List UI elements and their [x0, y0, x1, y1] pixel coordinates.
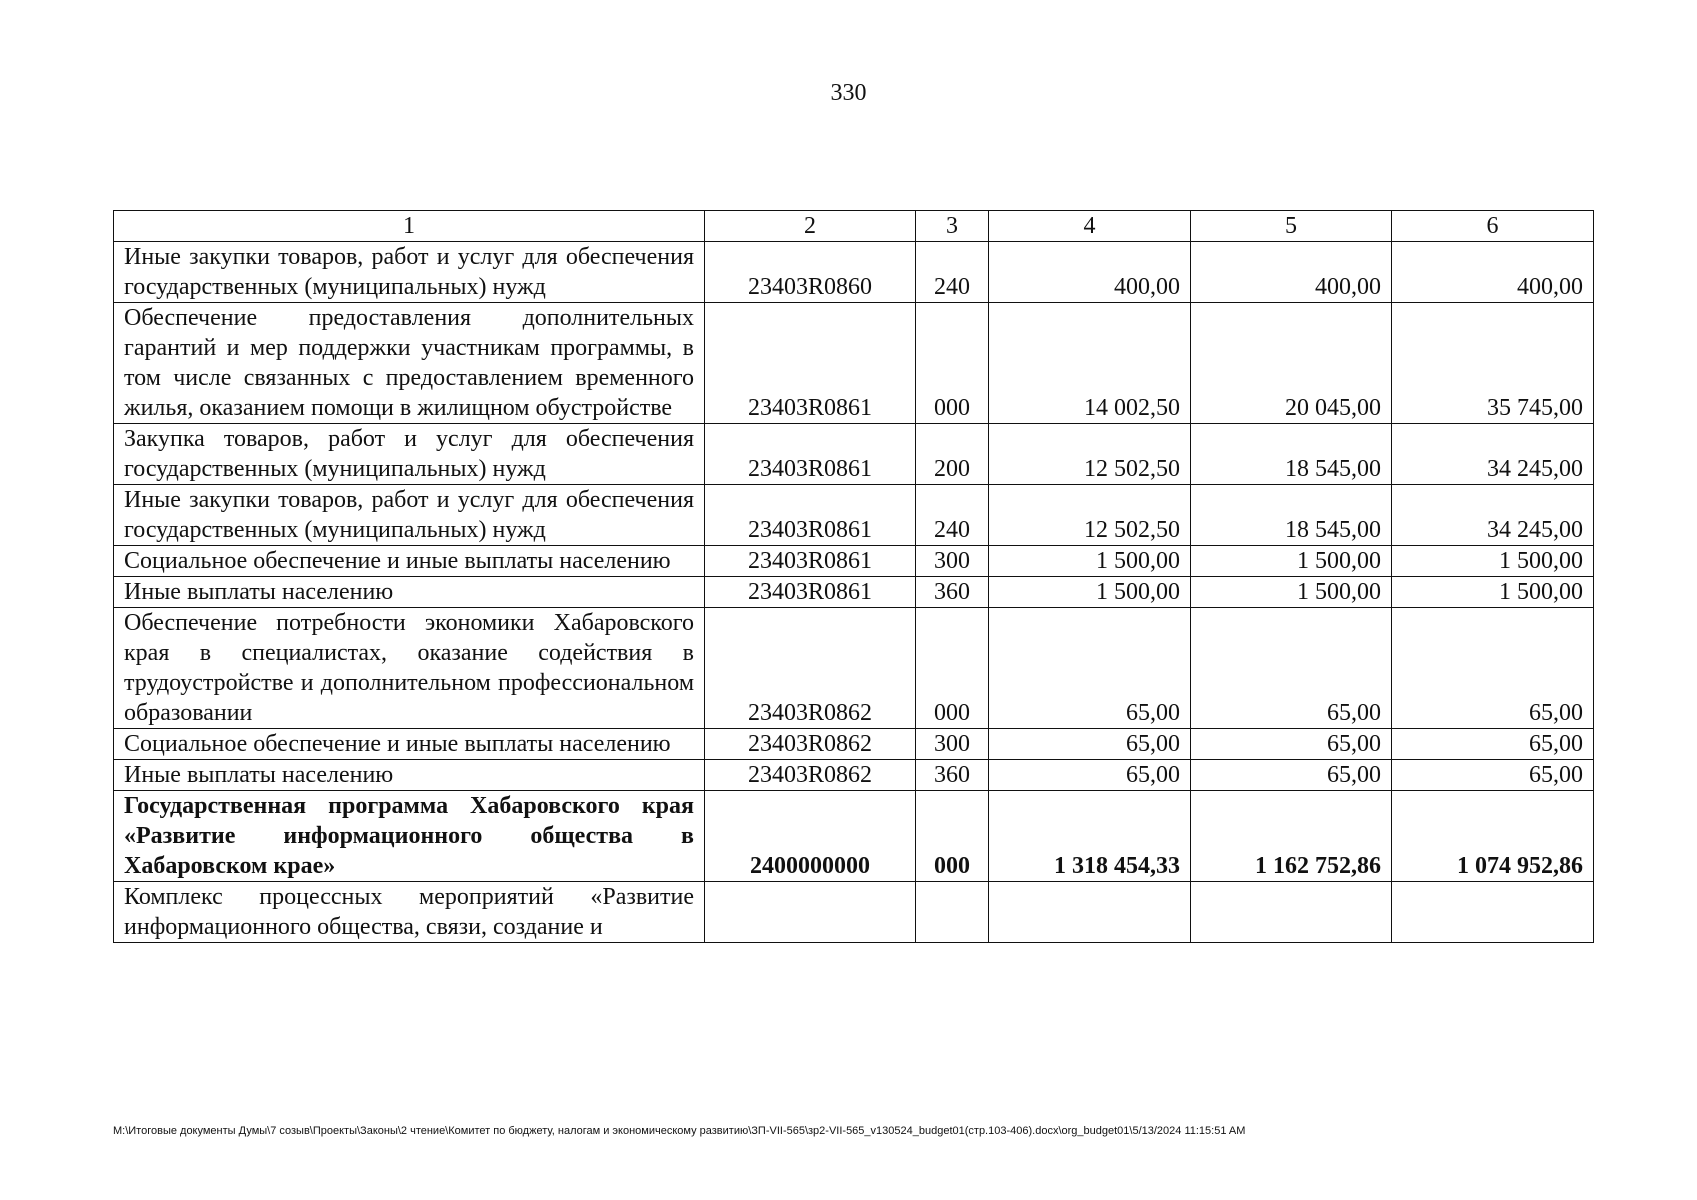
target-code-cell: [705, 882, 916, 943]
row-name-cell: Обеспечение предоставления дополнительных гарантий и мер поддержки участникам программы, в том числе связанных с предоставлением временного жилья, оказанием помощи в жилищном обустройстве: [114, 303, 705, 424]
target-code-cell: 23403R0861: [705, 485, 916, 546]
amount-col4-cell: 1 500,00: [989, 577, 1191, 608]
target-code-cell: 2400000000: [705, 791, 916, 882]
amount-col4-cell: 400,00: [989, 242, 1191, 303]
expense-type-cell: 000: [916, 791, 989, 882]
amount-col4-cell: 14 002,50: [989, 303, 1191, 424]
amount-col6-cell: 1 074 952,86: [1392, 791, 1594, 882]
amount-col6-cell: 1 500,00: [1392, 546, 1594, 577]
amount-col4-cell: 1 500,00: [989, 546, 1191, 577]
table-row: [114, 608, 1594, 729]
table-row: [114, 424, 1594, 485]
row-name-cell: Закупка товаров, работ и услуг для обеспечения государственных (муниципальных) нужд: [114, 424, 705, 485]
budget-table: [113, 210, 1594, 943]
column-header-2: 2: [705, 211, 916, 242]
amount-col4-cell: 65,00: [989, 729, 1191, 760]
table-row: [114, 485, 1594, 546]
expense-type-cell: 240: [916, 242, 989, 303]
row-name-cell: Иные выплаты населению: [114, 577, 705, 608]
amount-col6-cell: [1392, 882, 1594, 943]
amount-col6-cell: 34 245,00: [1392, 424, 1594, 485]
column-header-1: 1: [114, 211, 705, 242]
amount-col5-cell: 65,00: [1191, 608, 1392, 729]
table-body: [114, 242, 1594, 943]
table-row: [114, 760, 1594, 791]
row-name-cell: Государственная программа Хабаровского края «Развитие информационного общества в Хабаровском крае»: [114, 791, 705, 882]
expense-type-cell: [916, 882, 989, 943]
page-number: 330: [830, 80, 867, 106]
row-name-cell: Иные закупки товаров, работ и услуг для обеспечения государственных (муниципальных) нужд: [114, 485, 705, 546]
amount-col5-cell: [1191, 882, 1392, 943]
column-header-6: 6: [1392, 211, 1594, 242]
amount-col5-cell: 400,00: [1191, 242, 1392, 303]
table-row: [114, 546, 1594, 577]
target-code-cell: 23403R0861: [705, 546, 916, 577]
amount-col5-cell: 20 045,00: [1191, 303, 1392, 424]
target-code-cell: 23403R0861: [705, 303, 916, 424]
expense-type-cell: 300: [916, 546, 989, 577]
footer-file-path: M:\Итоговые документы Думы\7 созыв\Проекты\Законы\2 чтение\Комитет по бюджету, налогам и экономическому развитию\ЗП-VII-565\зр2-VII-565_v130524_budget01(стр.103-406).docx\org_budget01\5/13/2024 11:15:51 AM: [113, 1125, 1246, 1137]
table-row: [114, 882, 1594, 943]
column-header-3: 3: [916, 211, 989, 242]
table-row: [114, 577, 1594, 608]
expense-type-cell: 200: [916, 424, 989, 485]
amount-col6-cell: 65,00: [1392, 760, 1594, 791]
header-row: [114, 211, 1594, 242]
amount-col6-cell: 65,00: [1392, 729, 1594, 760]
row-name-cell: Комплекс процессных мероприятий «Развитие информационного общества, связи, создание и: [114, 882, 705, 943]
amount-col5-cell: 65,00: [1191, 760, 1392, 791]
target-code-cell: 23403R0860: [705, 242, 916, 303]
amount-col4-cell: 12 502,50: [989, 485, 1191, 546]
target-code-cell: 23403R0862: [705, 608, 916, 729]
row-name-cell: Обеспечение потребности экономики Хабаровского края в специалистах, оказание содействия в трудоустройстве и дополнительном профессиональном образовании: [114, 608, 705, 729]
table-row: [114, 303, 1594, 424]
amount-col5-cell: 1 500,00: [1191, 546, 1392, 577]
amount-col4-cell: 12 502,50: [989, 424, 1191, 485]
table-row: [114, 242, 1594, 303]
row-name-cell: Социальное обеспечение и иные выплаты населению: [114, 729, 705, 760]
row-name-cell: Иные выплаты населению: [114, 760, 705, 791]
target-code-cell: 23403R0862: [705, 760, 916, 791]
expense-type-cell: 360: [916, 760, 989, 791]
target-code-cell: 23403R0861: [705, 577, 916, 608]
amount-col6-cell: 34 245,00: [1392, 485, 1594, 546]
amount-col4-cell: 1 318 454,33: [989, 791, 1191, 882]
amount-col5-cell: 65,00: [1191, 729, 1392, 760]
amount-col4-cell: 65,00: [989, 760, 1191, 791]
amount-col5-cell: 1 162 752,86: [1191, 791, 1392, 882]
row-name-cell: Иные закупки товаров, работ и услуг для обеспечения государственных (муниципальных) нужд: [114, 242, 705, 303]
target-code-cell: 23403R0861: [705, 424, 916, 485]
target-code-cell: 23403R0862: [705, 729, 916, 760]
expense-type-cell: 300: [916, 729, 989, 760]
expense-type-cell: 000: [916, 303, 989, 424]
amount-col4-cell: [989, 882, 1191, 943]
amount-col6-cell: 65,00: [1392, 608, 1594, 729]
column-header-4: 4: [989, 211, 1191, 242]
amount-col6-cell: 1 500,00: [1392, 577, 1594, 608]
amount-col5-cell: 18 545,00: [1191, 424, 1392, 485]
amount-col6-cell: 400,00: [1392, 242, 1594, 303]
expense-type-cell: 000: [916, 608, 989, 729]
table-row: [114, 729, 1594, 760]
row-name-cell: Социальное обеспечение и иные выплаты населению: [114, 546, 705, 577]
expense-type-cell: 360: [916, 577, 989, 608]
expense-type-cell: 240: [916, 485, 989, 546]
amount-col4-cell: 65,00: [989, 608, 1191, 729]
table-header: [114, 211, 1594, 242]
amount-col5-cell: 18 545,00: [1191, 485, 1392, 546]
amount-col5-cell: 1 500,00: [1191, 577, 1392, 608]
table-row: [114, 791, 1594, 882]
amount-col6-cell: 35 745,00: [1392, 303, 1594, 424]
column-header-5: 5: [1191, 211, 1392, 242]
